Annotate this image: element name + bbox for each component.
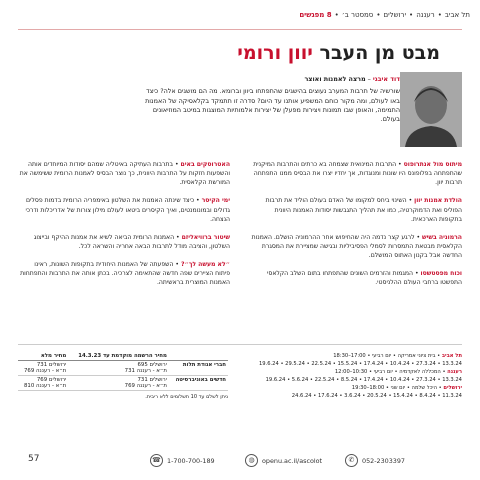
price-value: ת״א - רעננה 769 [124,383,167,389]
schedule-row: ירושלים • היכל שלמה • יום שני • 18:00–19:30 11.3.24 • 8.4.24 • 15.4.24 • 20.5.24 • 3.6.24 • 17.6.24 • 24.6.24 [291,385,462,400]
header-divider [18,29,462,30]
schedule-dates: 13.3.24 • 27.3.24 • 10.4.24 • 17.4.24 • 8.5.24 • 22.5.24 • 5.6.24 • 19.6.24 [265,377,462,384]
price-value: ת״א - רעננה 731 [124,368,167,374]
price-grid [18,352,228,391]
lecturer-bio [140,75,400,124]
crumb-3[interactable]: ירושלים [383,11,407,19]
topic-item: האטרוסקים באים • בתרבות העתיקה באיטליה שמהם יסודות המיוחדים אותה והשפעות חזקות על התרבות היוונית, כך נוצר הבסיס לאמנות הרומית ששימשה את המורשת הקלאסית. [19,161,230,187]
topic-title: מיתוס מול אנתרופוס [403,161,462,168]
topics-column-right [250,160,462,297]
price-value: ת״א - רעננה 810 [24,383,67,389]
page-number: 57 [28,454,40,464]
topic-item: ״לא מעשה לך״? • השפעתה של האמנות היחודית בתקופות השונות, ראינו פיתוח הציירים שפה חדשה שהתאימה לצרכיה. בכתן אותה את התרבות והתפתחות האמנות המוצרית בראשיתה. [20,261,230,287]
whatsapp-icon: ✆ [345,454,358,467]
topic-title: ״לא מעשה לך״? [180,261,230,269]
topic-title: שיטור ברוויאליזם [181,233,230,241]
schedule-details: היכל שלמה • יום שני • 18:00–19:30 [351,385,437,392]
topic-item: וכוח מפסטשסו • המגמות והזרמים השונים שהתפתחו בתום השלב הקלאסי התפשטו ברחבי העולם ההלניסטי. [267,270,462,287]
topic-item: שיטור ברוויאליזם • האמנות הרומית הביאה לשיא את אמנות ההיקף ובייצוג השלטון, והציבה מודל לתרבות הבאה אחריה והשראה לכל. [33,233,230,250]
table-row [18,376,228,391]
schedule-dates: 13.3.24 • 27.3.24 • 10.4.24 • 17.4.24 • 15.5.24 • 22.5.24 • 29.5.24 • 19.6.24 [258,361,462,368]
topic-title: האטרוסקים באים [180,161,230,168]
crumb-sep: • [409,11,414,19]
price-cell [18,361,68,376]
sessions-count: 8 מפגשים [299,11,332,19]
schedule-row: רעננה • המכללה לאקדמיה • יום רביעי • 10:30–12:00 13.3.24 • 27.3.24 • 10.4.24 • 17.4.24 • 8.5.24 • 22.5.24 • 5.6.24 • 19.6.24 [265,369,462,384]
section-divider [18,344,462,345]
phone-icon: ☎ [150,454,163,467]
whatsapp-number[interactable]: 052-2303397 [362,456,405,465]
topic-text: המגמות והזרמים השונים שהתפתחו בתום השלב הקלאסי התפשטו ברחבי העולם ההלניסטי. [267,270,462,287]
crumb-sep: • [334,11,339,19]
title-accent: יוון ורומי [237,42,313,64]
lecturer-role: מרצה לאמנות ואוצר [304,75,366,83]
phone-number[interactable]: 1-700-700-189 [167,456,215,465]
topic-text: כיצד שינתה האמנות את השלטון באימפריה הרומית בדמות פסלים גדולים ובמונומנטים, ואיך הקיסרים ביטאו לעולם מילון צורות של אדריכלות ודרכי הנצחה. [25,197,230,223]
bio-text: שורשיה של תרבות המערב נעוצים בהישגים שהתפתחו ביוון וברומא. מה הם מושגים אלה? כיצד באו לעולם, ומה מקור כוחם המשפיע אותנו עד היום? סדרה זו תתמקד בקלאסיקה של האמנות התמימה, והאופן שבו תמונות ויצירות מפעלן של יצירות אלמותיות המוצגות במיטב המוזיאונים בעולם. [145,87,400,124]
price-value: ת״א - רעננה 769 [24,368,67,374]
schedule-details: בית ציוני אמריקה • יום רביעי • 17:00–18:30 [333,353,436,359]
topic-text: השפעתה של האמנות היחודית בתקופות השונות, ראינו פיתוח הציירים שפה חדשה שהתאימה לצרכיה. בכתן אותה את התרבות והתפתחות האמנות המוצרית בראשיתה. [20,261,230,287]
crumb-2[interactable]: רעננה [416,11,435,19]
topic-text: האמנות הרומית הביאה לשיא את אמנות ההיקף ובייצוג השלטון, והציבה מודל לתרבות הבאה אחריה והשראה לכל. [33,233,230,250]
price-value: ירושלים 731 [36,362,67,368]
website-link[interactable]: openu.ac.il/ascolot [262,456,323,465]
topic-item: הולדת אמנות יוון • השינוי ביחס למקומו של האדם בעולם הוליד את תרבות הפוליס ואת הדמוקרטיה, כמו את תהליך התגבשות יסודות האמנות היוונית בתקופות הארכאית. [265,197,462,223]
schedule-city: רעננה [447,369,462,376]
price-table [18,352,228,400]
breadcrumb [0,0,480,30]
lecturer-photo [400,72,462,147]
price-value: ירושלים 695 [137,362,167,368]
crumb-sep: • [437,11,442,19]
topic-text: בתרבות העתיקה באיטליה שמהם יסודות המיוחדים אותה והשפעות חזקות על התרבות היוונית, כך נוצר הבסיס לאמנות הרומית ששימשה את המורשת הקלאסית. [19,161,230,187]
web-contact[interactable] [245,454,322,467]
topic-item: מיתוס מול אנתרופוס • התרבות המינואית שצמחה בא כרתים והתרבות המיקנית שהתפתחה בפלופונס היו שונות ומנוגדות, אך יחדיו יצרו את הבסיס ממנו התפתחה תרבות יוון. [253,161,462,187]
topic-text: התרבות המינואית שצמחה בא כרתים והתרבות המיקנית שהתפתחה בפלופונס היו שונות ומנוגדות, אך יחדיו יצרו את הבסיס ממנו התפתחה תרבות יוון. [253,161,462,187]
schedule [242,352,462,400]
price-cell [68,376,169,391]
schedule-city: תל אביב [441,353,462,359]
table-row [18,361,228,376]
schedule-city: ירושלים [443,385,462,392]
lecturer-name: דוד איבגי [372,75,400,83]
phone-contact[interactable] [150,454,215,467]
price-value: ירושלים 769 [36,377,67,383]
row-label: חדשים באוניברסיטה [169,376,228,391]
lecturer-dash: – [365,75,371,83]
footer [0,440,480,480]
topic-title: הולדת אמנות יוון [414,197,462,205]
title-prefix: מבט מן העבר [319,42,440,64]
topics-column-left [18,160,230,297]
payment-note: ניתן לשלם עד 10 תשלומים ללא ריבית. [145,394,228,400]
price-cell [68,361,169,376]
topic-title: ימי הקיסר [201,197,230,205]
globe-icon: ◍ [245,454,258,467]
crumb-sep: • [376,11,381,19]
price-cell [18,376,68,391]
topic-title: הרמוניה בשיש [422,233,462,241]
topic-item: ימי הקיסר • כיצד שינתה האמנות את השלטון באימפריה הרומית בדמות פסלים גדולים ובמונומנטים, ואיך הקיסרים ביטאו לעולם מילון צורות של אדריכלות ודרכי הנצחה. [25,197,230,223]
price-value: ירושלים 731 [137,377,167,383]
topic-title: וכוח מפסטשסו [420,270,462,278]
page-title [237,42,440,64]
crumb-4[interactable]: סמסטר ב׳ [341,11,374,19]
schedule-row: תל אביב • בית ציוני אמריקה • יום רביעי • 17:00–18:30 13.3.24 • 27.3.24 • 10.4.24 • 17.4.24 • 15.5.24 • 22.5.24 • 29.5.24 • 19.6.24 [258,353,462,368]
price-header: מחיר הרשמה מוקדמת עד 14.3.23 [68,352,169,361]
row-label: חברי אגודת תלות [169,361,228,376]
price-header [169,352,228,361]
price-header: מחיר מלא [18,352,68,361]
topic-text: לרגע קצר נדמה היה שהחיפוש אחר ההרמוניה הושלם. האמנות הקלאסית מבטאת התמסרות לסמלי הפסיביליות ובגישה שמציירת את המסגרת החדשה אבל בקנון האתוס המושלם. [251,233,462,260]
schedule-dates: 11.3.24 • 8.4.24 • 15.4.24 • 20.5.24 • 3.6.24 • 17.6.24 • 24.6.24 [291,393,462,400]
schedule-details: המכללה לאקדמיה • יום רביעי • 10:30–12:00 [334,369,441,376]
topic-text: השינוי ביחס למקומו של האדם בעולם הוליד את תרבות הפוליס ואת הדמוקרטיה, כמו את תהליך התגבשות יסודות האמנות היוונית בתקופות הארכאית. [265,197,462,223]
whatsapp-contact[interactable] [345,454,405,467]
topic-item: הרמוניה בשיש • לרגע קצר נדמה היה שהחיפוש אחר ההרמוניה הושלם. האמנות הקלאסית מבטאת התמסרות לסמלי הפסיביליות ובגישה שמציירת את המסגרת החדשה אבל בקנון האתוס המושלם. [251,233,462,260]
portrait-image [400,72,462,147]
topics [18,160,462,297]
crumb-1[interactable]: תל אביב [444,11,470,19]
